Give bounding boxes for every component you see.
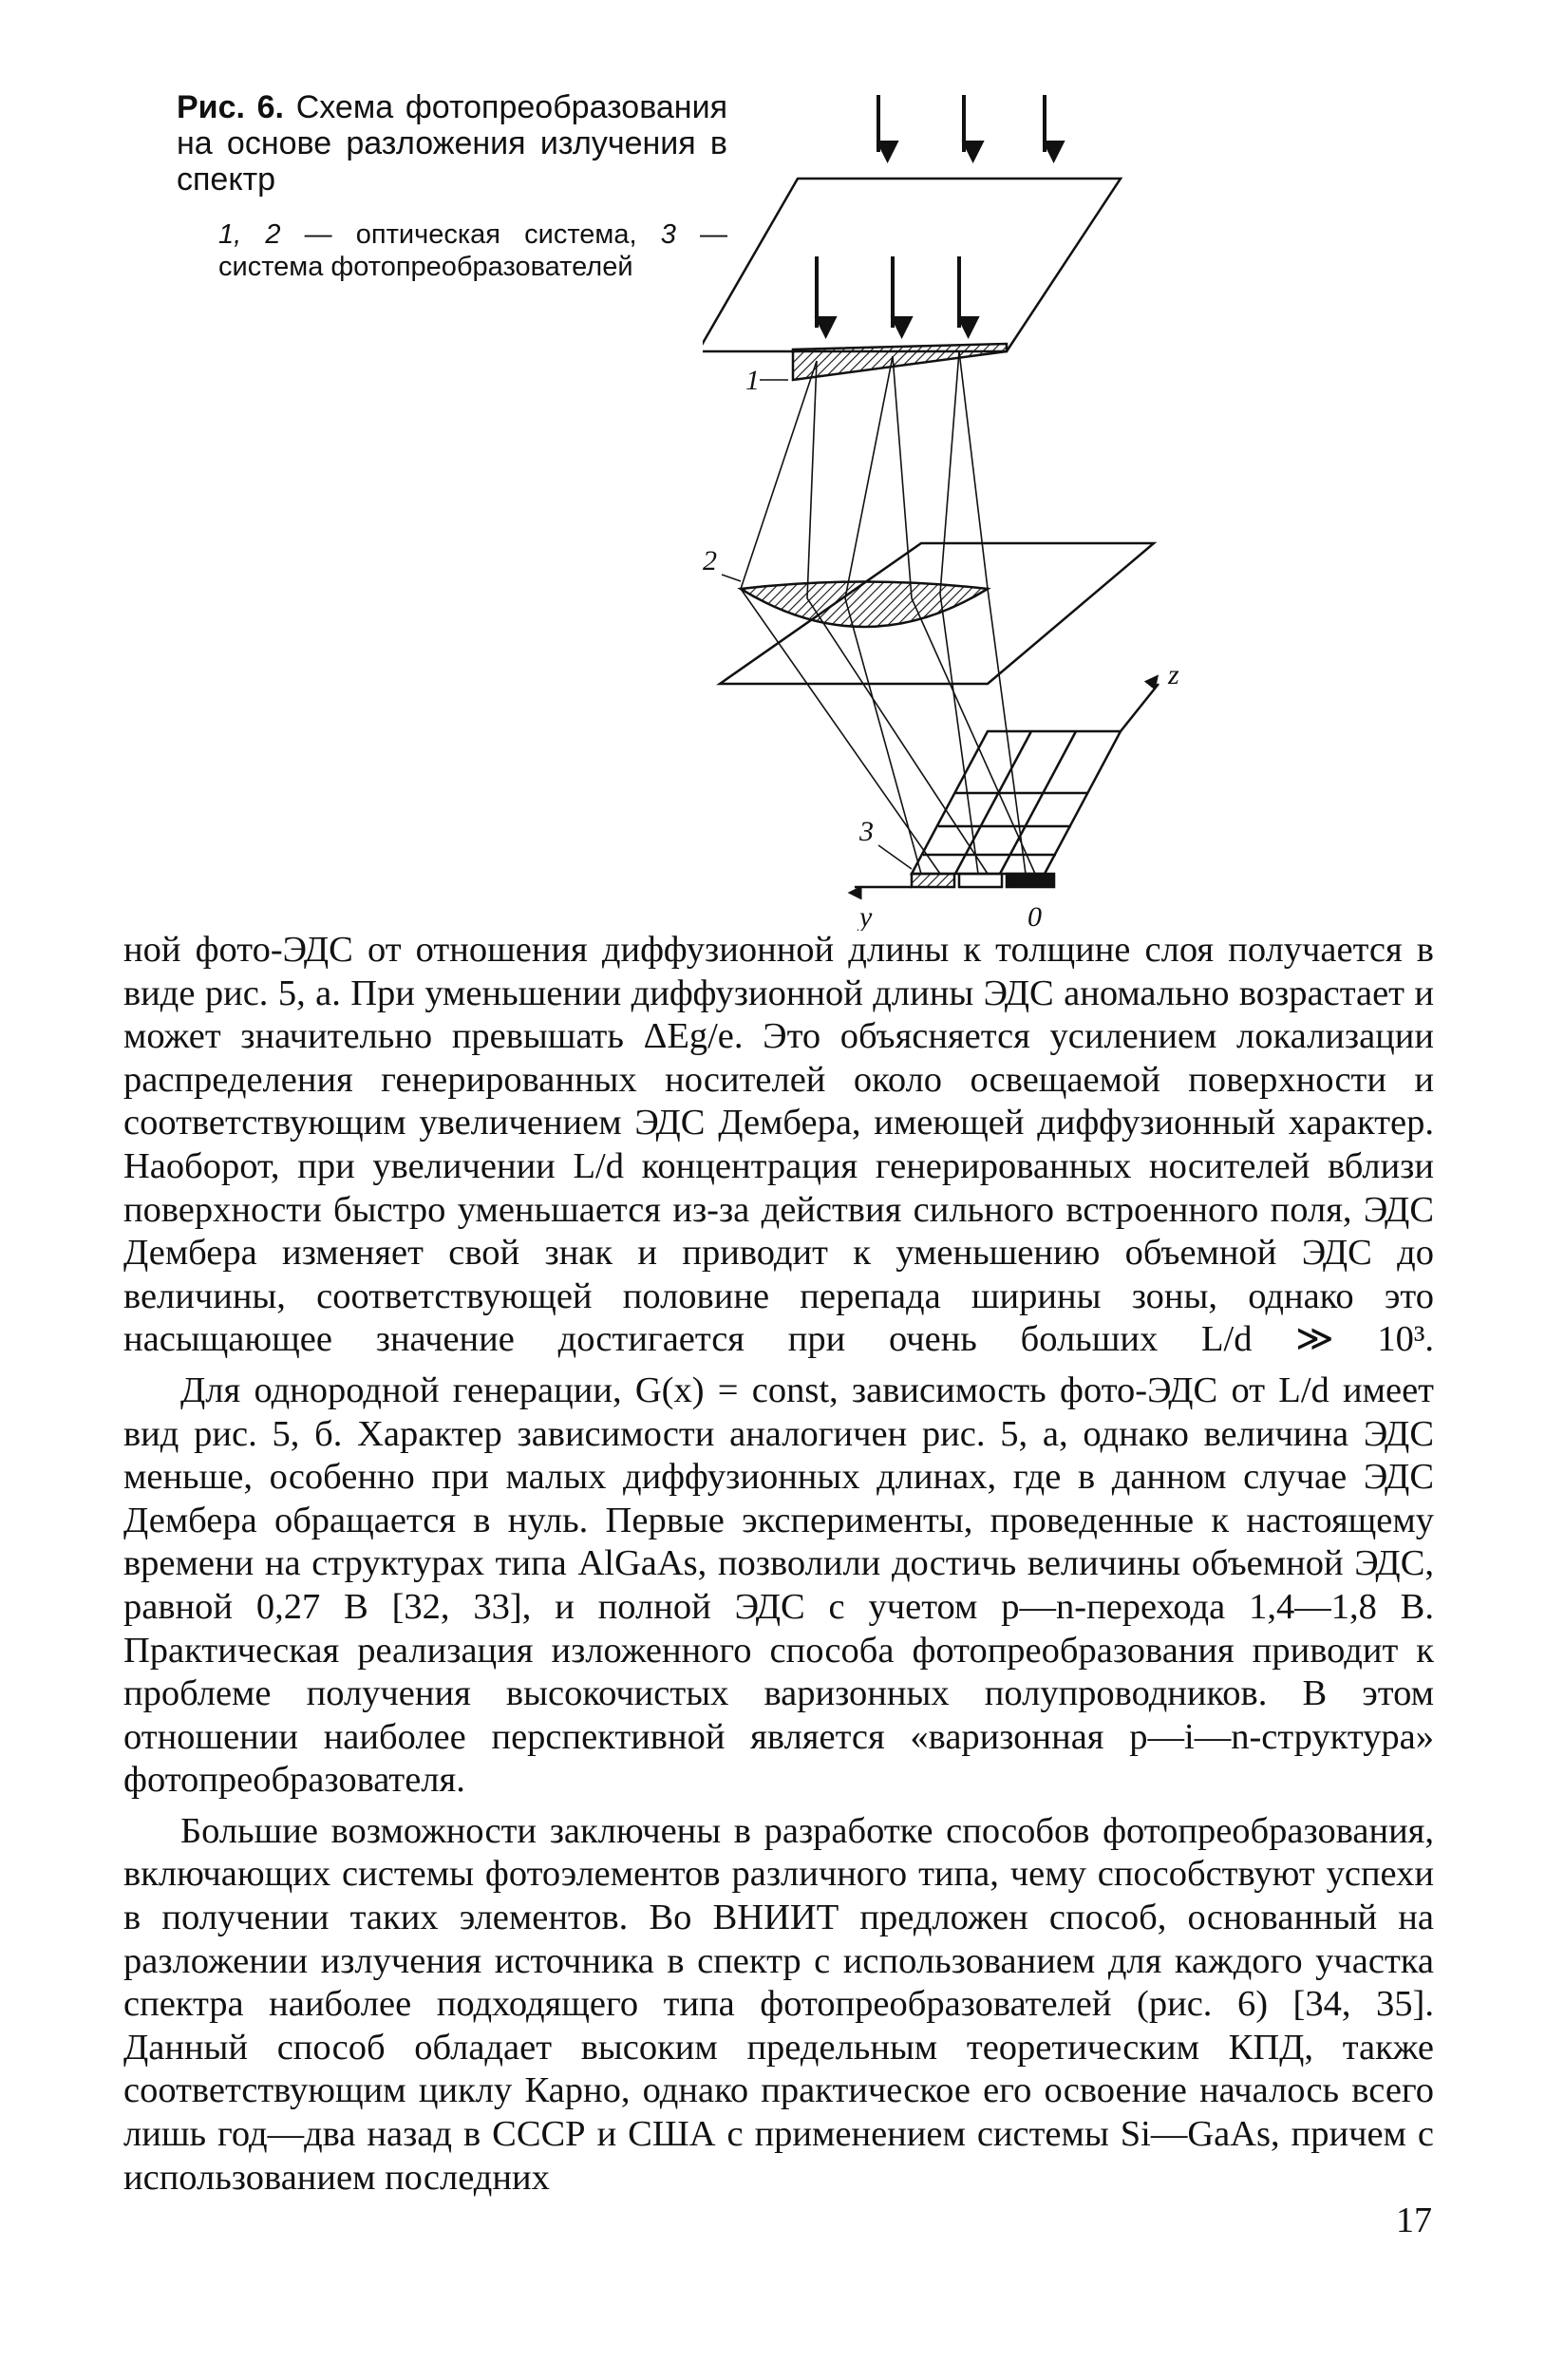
label-axis-z: z xyxy=(1168,659,1179,690)
page-number: 17 xyxy=(1396,2201,1432,2240)
legend-num-a: 1, 2 xyxy=(218,219,281,250)
label-three: 3 xyxy=(859,816,874,847)
converter-cell-black xyxy=(1007,874,1054,887)
label-axis-y: y xyxy=(859,901,873,931)
converter-cell-white xyxy=(959,874,1002,887)
paragraph-1: ной фото-ЭДС от отношения диффузионной длины к толщине слоя получается в виде рис. 5, а. При уменьшении диффузионной длины ЭДС аномально возрастает и может значительно превышать ΔEg/e. Это объясняется усилением локализации распределения генерированных носителей около освещаемой поверхности и соответствующим увеличением ЭДС Дембера, имеющей диффузионный характер. Наоборот, при увеличении L/d концентрация генерированных носителей вблизи поверхности быстро уменьшается из-за действия сильного встроенного поля, ЭДС Дембера изменяет свой знак и приводит к уменьшению объемной ЭДС до величины, соответствующей половине перепада ширины зоны, однако это насыщающее значение достигается при очень больших L/d ≫ 10³. xyxy=(123,930,1434,1360)
incident-arrows xyxy=(817,95,1045,328)
caption-label: Рис. 6. xyxy=(177,89,285,125)
axis-z xyxy=(1121,684,1159,731)
lens-two xyxy=(741,582,988,628)
caption-title: Схема фотопреобразования на основе разложения излучения в спектр xyxy=(177,89,727,198)
caption-legend xyxy=(177,218,727,283)
spectral-photoconversion-diagram xyxy=(703,95,1443,931)
label-two: 2 xyxy=(703,545,717,576)
paragraph-2: Для однородной генерации, G(x) = const, зависимость фото-ЭДС от L/d имеет вид рис. 5, б. Характер зависимости аналогичен рис. 5, а, однако величина ЭДС меньше, особенно при малых диффузионных длинах, где в данном случае ЭДС Дембера обращается в нуль. Первые эксперименты, проведенные к настоящему времени на структурах типа AlGaAs, позволили достичь величины объемной ЭДС, равной 0,27 В [32, 33], и полной ЭДС с учетом p—n-перехода 1,4—1,8 В. Практическая реализация изложенного способа фотопреобразования приводит к проблеме получения высокочистых варизонных полупроводников. В этом отношении наиболее перспективной является «варизонная p—i—n-структура» фотопреобразователя. xyxy=(123,1369,1434,1801)
legend-text-a: — оптическая система, xyxy=(304,219,637,250)
label-origin: 0 xyxy=(1028,901,1042,931)
prism-one xyxy=(793,344,1007,380)
paragraph-3: Большие возможности заключены в разработке способов фотопреобразования, включающих системы фотоэлементов различного типа, чему способствуют успехи в получении таких элементов. Во ВНИИТ предложен способ, основанный на разложении излучения источника в спектр с использованием для каждого участка спектра наиболее подходящего типа фотопреобразователей (рис. 6) [34, 35]. Данный способ обладает высоким предельным теоретическим КПД, также соответствующим циклу Карно, однако практическое его освоение началось всего лишь год—два назад в СССР и США с применением системы Si—GaAs, причем с использованием последних xyxy=(123,1810,1434,2198)
legend-num-b: 3 xyxy=(660,219,676,250)
label-one: 1 xyxy=(745,365,760,396)
plane-one xyxy=(703,179,1121,351)
body-text xyxy=(123,929,1434,2200)
legend-text-b: — система фотопреобразователей xyxy=(218,219,727,282)
converter-cell-hatched xyxy=(912,874,954,887)
figure-caption xyxy=(177,89,727,283)
